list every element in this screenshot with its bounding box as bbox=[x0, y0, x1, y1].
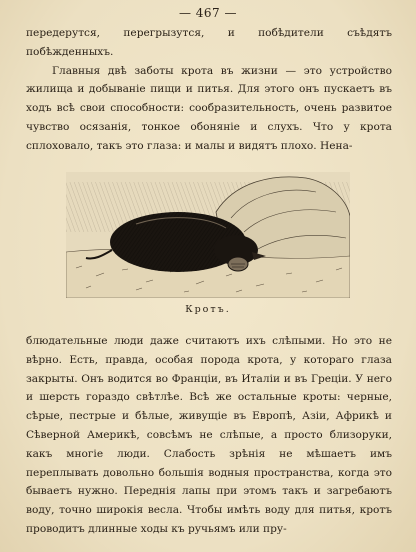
paragraph-mole-eyesight: блюдательные люди даже считаютъ ихъ слѣпыми. Но это не вѣрно. Есть, правда, особая порода крота, у котораго глаза закрыты. Онъ водится во Франціи, въ Италіи и въ Греціи. У него и шерсть гораздо свѣтлѣе. Всѣ же остальные кроты: черные, сѣрые, пестрые и бѣлые, живущіе въ Европѣ, Азіи, Африкѣ и Сѣверной Америкѣ, совсѣмъ не слѣпые, а просто близоруки, какъ многіе люди. Слабость зрѣнія не мѣшаетъ имъ переплывать довольно большія водныя пространства, когда это бываетъ нужно. Переднія лапы при этомъ такъ и загребаютъ воду, точно широкія весла. Чтобы имѣть воду для питья, кротъ проводитъ длинные ходы къ ручьямъ или пру- bbox=[26, 335, 392, 535]
mole-illustration bbox=[66, 172, 350, 298]
page-number: — 467 — bbox=[178, 6, 238, 20]
text-block-bottom bbox=[26, 332, 392, 539]
paragraph-continuation: передерутся, перегрызутся, и побѣдители съѣдятъ побѣжденныхъ. bbox=[26, 27, 392, 58]
text-block-top bbox=[26, 24, 392, 156]
figure-caption: Кротъ. bbox=[185, 304, 231, 315]
mole-engraving-icon bbox=[66, 172, 350, 298]
paragraph-mole-cares: Главныя двѣ заботы крота въ жизни — это устройство жилища и добываніе пищи и питья. Для этого онъ пускаетъ въ ходъ всѣ свои способности: сообразительность, очень развитое чувство осязанія, тонкое обоняніе и слухъ. Что у крота сплоховало, такъ это глаза: и малы и видятъ плохо. Нена- bbox=[26, 64, 392, 152]
